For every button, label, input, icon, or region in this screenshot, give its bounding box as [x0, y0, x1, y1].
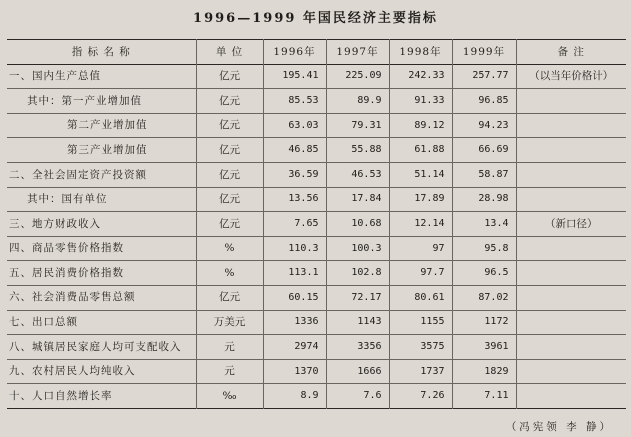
note-cell: （以当年价格计）: [516, 64, 626, 89]
note-cell: [516, 162, 626, 187]
table-body: [7, 64, 626, 408]
header-unit: 单 位: [196, 40, 263, 65]
note-cell: [516, 335, 626, 360]
value-1996: 195.41: [263, 64, 326, 89]
indicator-name: 五、居民消费价格指数: [9, 266, 124, 279]
value-1999: 28.98: [452, 187, 516, 212]
value-1997: 1666: [326, 359, 389, 384]
indicator-name: 其中：第一产业增加值: [27, 94, 142, 107]
unit-cell: 亿元: [196, 113, 263, 138]
indicator-name: 十、人口自然增长率: [9, 389, 113, 402]
value-1998: 1737: [389, 359, 452, 384]
value-1998: 89.12: [389, 113, 452, 138]
indicators-table: [7, 39, 626, 409]
value-1997: 10.68: [326, 212, 389, 237]
value-1998: 97.7: [389, 261, 452, 286]
indicator-name: 第三产业增加值: [67, 143, 148, 156]
value-1997: 89.9: [326, 89, 389, 114]
value-1996: 36.59: [263, 162, 326, 187]
unit-cell: 万美元: [196, 310, 263, 335]
table-row: [7, 187, 626, 212]
value-1998: 17.89: [389, 187, 452, 212]
value-1996: 60.15: [263, 285, 326, 310]
note-cell: [516, 310, 626, 335]
table-row: [7, 236, 626, 261]
value-1996: 7.65: [263, 212, 326, 237]
value-1997: 225.09: [326, 64, 389, 89]
indicator-name: 七、出口总额: [9, 316, 78, 329]
table-row: [7, 162, 626, 187]
value-1997: 100.3: [326, 236, 389, 261]
value-1999: 7.11: [452, 384, 516, 409]
value-1999: 58.87: [452, 162, 516, 187]
table-row: [7, 310, 626, 335]
value-1997: 46.53: [326, 162, 389, 187]
header-1997: 1997年: [326, 40, 389, 65]
note-cell: （新口径）: [516, 212, 626, 237]
table-row: [7, 359, 626, 384]
unit-cell: 元: [196, 335, 263, 360]
note-cell: [516, 187, 626, 212]
note-cell: [516, 384, 626, 409]
table-row: [7, 138, 626, 163]
value-1998: 242.33: [389, 64, 452, 89]
value-1999: 66.69: [452, 138, 516, 163]
value-1996: 46.85: [263, 138, 326, 163]
value-1999: 96.85: [452, 89, 516, 114]
value-1997: 102.8: [326, 261, 389, 286]
value-1999: 257.77: [452, 64, 516, 89]
table-row: [7, 89, 626, 114]
value-1997: 55.88: [326, 138, 389, 163]
header-1998: 1998年: [389, 40, 452, 65]
value-1996: 2974: [263, 335, 326, 360]
value-1999: 3961: [452, 335, 516, 360]
value-1998: 91.33: [389, 89, 452, 114]
indicator-name: 二、全社会固定资产投资额: [9, 168, 147, 181]
table-row: [7, 285, 626, 310]
value-1999: 95.8: [452, 236, 516, 261]
unit-cell: 亿元: [196, 187, 263, 212]
note-cell: [516, 236, 626, 261]
value-1999: 1172: [452, 310, 516, 335]
header-1996: 1996年: [263, 40, 326, 65]
table-row: [7, 113, 626, 138]
unit-cell: 亿元: [196, 89, 263, 114]
unit-cell: %: [196, 236, 263, 261]
value-1998: 3575: [389, 335, 452, 360]
value-1997: 17.84: [326, 187, 389, 212]
table-row: [7, 64, 626, 89]
note-cell: [516, 89, 626, 114]
header-note: 备 注: [516, 40, 626, 65]
table-row: [7, 212, 626, 237]
indicator-name: 其中：国有单位: [27, 193, 108, 206]
note-cell: [516, 359, 626, 384]
value-1996: 8.9: [263, 384, 326, 409]
value-1997: 7.6: [326, 384, 389, 409]
unit-cell: ‰: [196, 384, 263, 409]
value-1997: 1143: [326, 310, 389, 335]
value-1998: 7.26: [389, 384, 452, 409]
indicator-name: 九、农村居民人均纯收入: [9, 365, 136, 378]
value-1998: 51.14: [389, 162, 452, 187]
value-1996: 113.1: [263, 261, 326, 286]
value-1998: 97: [389, 236, 452, 261]
indicator-name: 三、地方财政收入: [9, 217, 101, 230]
value-1996: 13.56: [263, 187, 326, 212]
value-1996: 1336: [263, 310, 326, 335]
value-1999: 94.23: [452, 113, 516, 138]
indicator-name: 六、社会消费品零售总额: [9, 291, 136, 304]
note-cell: [516, 113, 626, 138]
unit-cell: 亿元: [196, 212, 263, 237]
unit-cell: 亿元: [196, 285, 263, 310]
table-title: 1996—1999 年国民经济主要指标: [193, 11, 438, 26]
value-1996: 85.53: [263, 89, 326, 114]
indicator-name: 第二产业增加值: [67, 119, 148, 132]
value-1998: 12.14: [389, 212, 452, 237]
header-row: [7, 40, 626, 65]
note-cell: [516, 285, 626, 310]
note-cell: [516, 261, 626, 286]
table-row: [7, 261, 626, 286]
unit-cell: %: [196, 261, 263, 286]
unit-cell: 元: [196, 359, 263, 384]
note-cell: [516, 138, 626, 163]
value-1997: 79.31: [326, 113, 389, 138]
value-1998: 80.61: [389, 285, 452, 310]
value-1997: 3356: [326, 335, 389, 360]
value-1999: 13.4: [452, 212, 516, 237]
value-1999: 1829: [452, 359, 516, 384]
value-1996: 63.03: [263, 113, 326, 138]
unit-cell: 亿元: [196, 138, 263, 163]
value-1998: 61.88: [389, 138, 452, 163]
indicator-name: 一、国内生产总值: [9, 70, 101, 83]
indicator-name: 四、商品零售价格指数: [9, 242, 124, 255]
unit-cell: 亿元: [196, 162, 263, 187]
authors: （冯宪领 李 静）: [505, 421, 613, 433]
header-1999: 1999年: [452, 40, 516, 65]
value-1996: 1370: [263, 359, 326, 384]
value-1997: 72.17: [326, 285, 389, 310]
table-row: [7, 335, 626, 360]
value-1999: 87.02: [452, 285, 516, 310]
value-1999: 96.5: [452, 261, 516, 286]
unit-cell: 亿元: [196, 64, 263, 89]
table-row: [7, 384, 626, 409]
header-indicator: 指 标 名 称: [71, 45, 131, 58]
indicator-name: 八、城镇居民家庭人均可支配收入: [9, 340, 182, 353]
value-1998: 1155: [389, 310, 452, 335]
value-1996: 110.3: [263, 236, 326, 261]
